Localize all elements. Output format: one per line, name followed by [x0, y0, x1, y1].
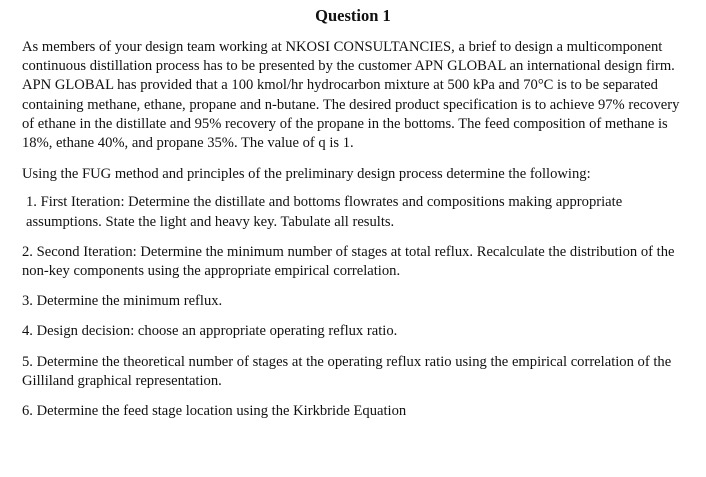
task-item-6: 6. Determine the feed stage location using the Kirkbride Equation [22, 403, 407, 420]
instruction-paragraph: Using the FUG method and principles of the preliminary design process determine the following: [22, 166, 591, 183]
task-item-3: 3. Determine the minimum reflux. [22, 293, 223, 310]
task-item-2: 2. Second Iteration: Determine the minimum number of stages at total reflux. Recalculate the distribution of the non-key components using the appropriate empirical correlation. [22, 243, 675, 280]
task-item-5: 5. Determine the theoretical number of stages at the operating reflux ratio using the empirical correlation of the Gilliland graphical representation. [22, 353, 672, 389]
task-list [22, 193, 684, 421]
brief-paragraph: As members of your design team working at NKOSI CONSULTANCIES, a brief to design a multicomponent continuous distillation process has to be presented by the customer APN GLOBAL an international design firm. APN GLOBAL has provided that a 100 kmol/hr hydrocarbon mixture at 500 kPa and 70°C is to be separated containing methane, ethane, propane and n-butane. The desired product specification is to achieve 97% recovery of ethane in the distillate and 95% recovery of the propane in the bottoms. The feed composition of methane is 18%, ethane 40%, and propane 35%. The value of q is 1. [22, 39, 680, 152]
task-item-1: 1. First Iteration: Determine the distillate and bottoms flowrates and compositions making appropriate assumptions. State the light and heavy key. Tabulate all results. [26, 194, 623, 230]
question-title: Question 1 [315, 6, 391, 25]
task-item-4: 4. Design decision: choose an appropriate operating reflux ratio. [22, 323, 398, 340]
